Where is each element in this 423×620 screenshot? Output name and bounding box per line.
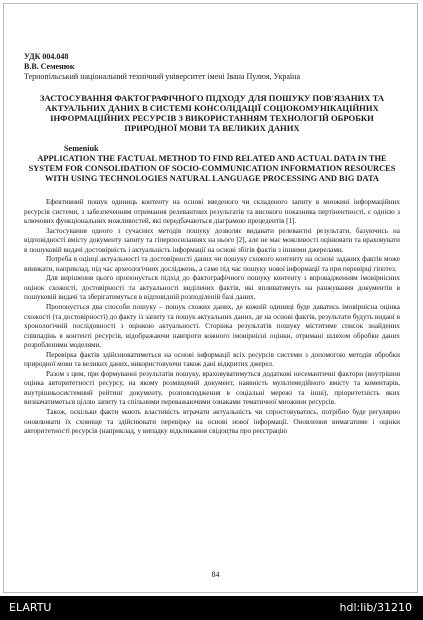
page-number: 84 bbox=[211, 570, 220, 579]
repository-name: ELARTU bbox=[9, 601, 52, 614]
article-body bbox=[24, 198, 400, 437]
body-paragraph: Пропонується два способи пошуку – пошук схожих даних, де кожній одиниці буде даватись імовірнісна оцінка схожості (та достовірності) до факту із запиту та пошук актуальних даних, де на основі фактів, результати будуть видані в хронологічній послідовності з оцінкою актуальності. Сторінка результатів пошуку міститиме список знайдених співпадінь в контенті ресурсів, відображаючи навпроти кожного імовірнісні оцінки, отримані шляхом обробки даних розробленими моделями. bbox=[24, 303, 400, 350]
repository-footer-bar bbox=[0, 596, 423, 620]
udk-code: УДК 004.048 bbox=[24, 52, 69, 61]
body-paragraph: Також, оскільки факти мають властивість втрачати актуальність чи спростовуватись, потрібно буде регулярно оновлювати їх сховище та здійснювати перевірку на основі нової інформації. Оновлення вимагатиме і оцінки авторитетності ресурсів (наприклад, у випадку відкликання свідоцтва про реєстрацію bbox=[24, 408, 400, 436]
body-paragraph: Перевірка фактів здійснюватиметься на основі інформації всіх ресурсів системи з допомогою методів обробки природної мови та великих даних, використовуючи також дані відкритих джерел. bbox=[24, 350, 400, 369]
author-name-english: Semeniuk bbox=[64, 144, 99, 153]
handle-identifier[interactable]: hdl:lib/31210 bbox=[339, 601, 412, 614]
title-english: APPLICATION THE FACTUAL METHOD TO FIND RELATED AND ACTUAL DATA IN THE SYSTEM FOR CONSOLIDATION OF SOCIO-COMMUNICATION INFORMATION RESOURCES WITH USING TECHNOLOGIES NATURAL LANGUAGE PROCESSING AND BIG DATA bbox=[28, 154, 396, 183]
document-page bbox=[3, 3, 418, 593]
body-paragraph: Застосування одного з сучасних методів пошуку дозволяє видавати релевантні результати, базуючись на відповідності вмісту документу запиту та гіперпосиланнях на нього [2], але не має можливості оцінювати та враховувати в пошуковій видачі достовірність і актуальність інформації на основі збігів фактів з іншими джерелами. bbox=[24, 226, 400, 254]
body-paragraph: Ефективний пошук одиниць контенту на основі введеного чи складеного запиту в множині інформаційних ресурсів системи, з забезпеченням отримання релевантних результатів та високого показника пертінентності, є однією з ключових функціональних можливостей, які передбачаються діаграмою прецедентів [1]. bbox=[24, 198, 400, 226]
body-paragraph: Разом з цим, при формуванні результатів пошуку, враховуватимуться додаткові несемантичні фактори (внутрішня оцінка авторитетності ресурсу, на якому розміщений документ, наявність мультимедійного вмісту та коментарів, внутрішньосистемний рейтинг документу, розповсюдження в соціальні мережі та інші), пріоритетність яких визначатиметься ціллю запиту та спільними переважаючими ознаками тематичної множини ресурсів. bbox=[24, 369, 400, 407]
page-content bbox=[24, 52, 400, 437]
body-paragraph: Потреба в оцінці актуальності та достовірності даних чи пошуку схожого контенту на основі заданих фактів може виникати, наприклад, під час археологічних досліджень, а саме під час пошуку нової інформації та при перевірці гіпотез. bbox=[24, 255, 400, 273]
body-paragraph: Для вирішення цього пропонується підхід до фактографічного пошуку контенту з впровадженням імовірнісних оцінок схожості, достовірності та актуальності виділених фактів, які впливатимуть на ранжування документів в пошуковій видачі та зберігатимуться в відповідній розподіленій базі даних. bbox=[24, 274, 400, 302]
affiliation: Тернопільський національний технічний університет імені Івана Пулюя, Україна bbox=[24, 72, 300, 81]
title-ukrainian: ЗАСТОСУВАННЯ ФАКТОГРАФІЧНОГО ПІДХОДУ ДЛЯ ПОШУКУ ПОВ'ЯЗАНИХ ТА АКТУАЛЬНИХ ДАНИХ В СИСТЕМІ КОНСОЛІДАЦІЇ СОЦІОКОМУНІКАЦІЙНИХ ІНФОРМАЦІЙНИХ РЕСУРСІВ З ВИКОРИСТАННЯМ ТЕХНОЛОГІЙ ОБРОБКИ ПРИРОДНОЇ МОВИ ТА ВЕЛИКИХ ДАНИХ bbox=[39, 93, 385, 133]
author-name: В.В. Семенюк bbox=[24, 62, 75, 71]
